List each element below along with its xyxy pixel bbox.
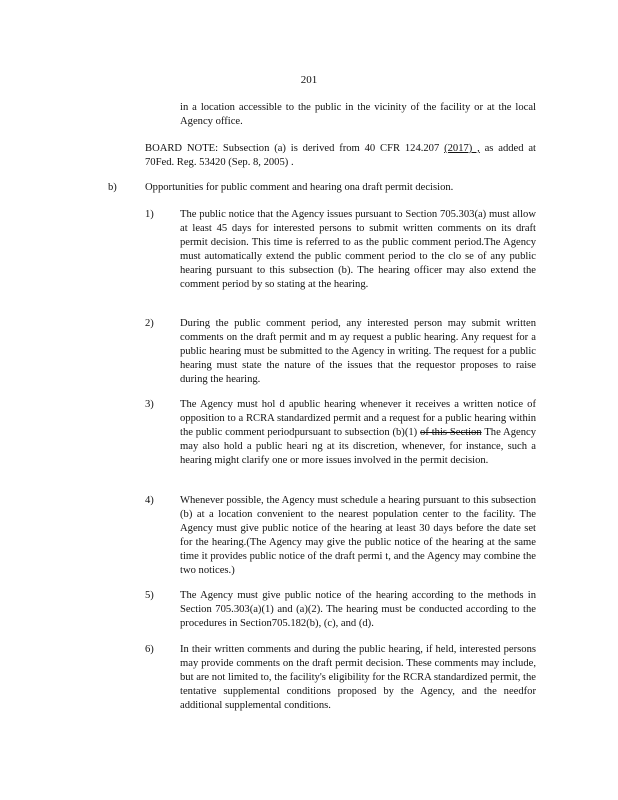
board-note-suffix: as added at 70Fed. Reg. 53420 (Sep. 8, 2005) . — [145, 143, 536, 168]
item-2-text: During the public comment period, any interested person may submit written comments on the draft permit and m ay request a public hearing. Any request for a public hearing must be submitted to the Agency in writing. The request for a public hearing must state the nature of the issues that the requestor proposes to raise during the hearing. — [180, 318, 536, 385]
item-5-label: 5) — [145, 590, 154, 601]
item-1-text: The public notice that the Agency issues pursuant to Section 705.303(a) must allow at least 45 days for interested persons to submit written comments on its draft permit decision. This time is referred to as the public comment period.The Agency must automatically extend the public comment period to the clo se of any public hearing pursuant to this subsection (b). The hearing officer may also extend the comment period by so stating at the hearing. — [180, 209, 536, 290]
page-number: 201 — [300, 74, 318, 86]
item-3-struck-text: of this Section — [420, 426, 482, 438]
item-2-label: 2) — [145, 318, 154, 329]
item-3-text — [180, 398, 536, 468]
item-1-label: 1) — [145, 209, 154, 220]
board-note-prefix: BOARD NOTE: Subsection (a) is derived from 40 CFR 124.207 — [145, 143, 445, 154]
board-note — [145, 142, 536, 170]
item-3-label: 3) — [145, 399, 154, 410]
continuation-paragraph: in a location accessible to the public in the vicinity of the facility or at the local Agency office. — [180, 102, 536, 127]
item-6-label: 6) — [145, 644, 154, 655]
item-6-text: In their written comments and during the public hearing, if held, interested persons may provide comments on the draft permit decision. These comments may include, but are not limited to, the facility's eligibility for the RCRA standardized permit, the tentative supplemental conditions proposed by the Agency, and the needfor additional supplemental conditions. — [180, 644, 536, 711]
board-note-citation-year: (2017) , — [444, 143, 480, 154]
item-4-text: Whenever possible, the Agency must schedule a hearing pursuant to this subsection (b) at a location convenient to the nearest population center to the facility. The Agency must give public notice of the hearing at least 30 days before the date set for the hearing.(The Agency may give the public notice of the hearing at the same time it provides public notice of the draft permi t, and the Agency may combine the two notices.) — [180, 495, 536, 576]
item-4-label: 4) — [145, 495, 154, 506]
item-3-text-before: The Agency must hol d apublic hearing whenever it receives a written notice of opposition to a RCRA standardized permit and a request for a public hearing within the public comment periodpursuant to subsection (b)(1) — [180, 399, 536, 438]
subsection-b-heading: Opportunities for public comment and hearing ona draft permit decision. — [145, 182, 454, 193]
subsection-b-label: b) — [108, 182, 117, 193]
item-5-text: The Agency must give public notice of the hearing according to the methods in Section 705.303(a)(1) and (a)(2). The hearing must be conducted according to the procedures in Section705.182(b), (c), and (d). — [180, 590, 536, 629]
item-3-text-after: The Agency may also hold a public heari ng at its discretion, whenever, for instance, such a hearing might clarify one or more issues involved in the permit decision. — [180, 426, 536, 466]
